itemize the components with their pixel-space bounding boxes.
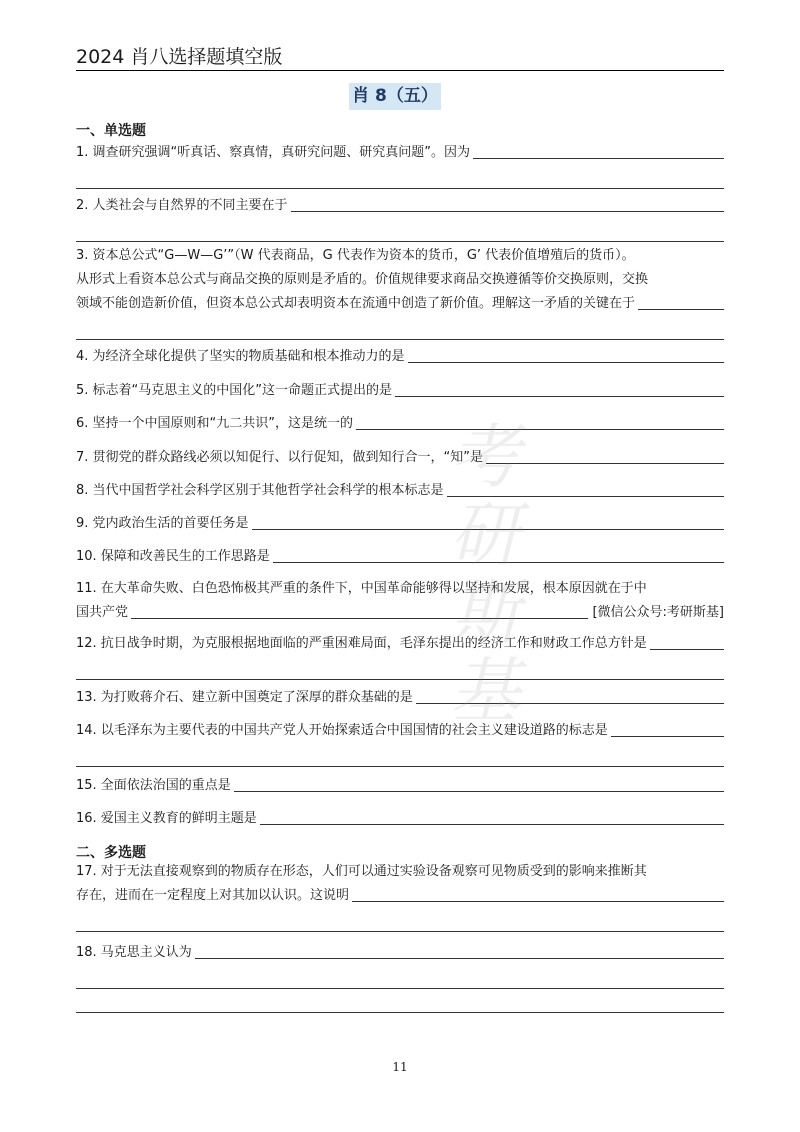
question-text: 7. 贯彻党的群众路线必须以知促行、以行促知，做到知行合一，“知”是 <box>76 450 484 465</box>
answer-line[interactable] <box>76 316 724 340</box>
answer-line[interactable] <box>76 965 724 989</box>
question-2 <box>76 194 724 242</box>
question-text: 14. 以毛泽东为主要代表的中国共产党人开始探索适合中国国情的社会主义建设道路的标志是 <box>76 723 608 738</box>
question-11 <box>76 577 724 625</box>
question-text: 领域不能创造新价值，但资本总公式却表明资本在流通中创造了新价值。理解这一矛盾的关键在于 <box>76 296 636 311</box>
watermark-char: 研 <box>450 494 520 576</box>
section-badge: 肖 8（五） <box>349 83 441 110</box>
answer-blank[interactable] <box>473 158 724 159</box>
answer-blank[interactable] <box>291 211 724 212</box>
question-14 <box>76 719 724 767</box>
wechat-tag: [微信公众号:考研斯基] <box>592 605 724 620</box>
answer-blank[interactable] <box>356 429 724 430</box>
answer-line[interactable] <box>76 908 724 932</box>
answer-line[interactable] <box>76 218 724 242</box>
answer-line[interactable] <box>76 743 724 767</box>
answer-blank[interactable] <box>395 396 724 397</box>
question-5 <box>76 379 724 403</box>
answer-blank[interactable] <box>234 791 724 792</box>
answer-blank[interactable] <box>650 649 724 650</box>
question-text: 从形式上看资本总公式与商品交换的原则是矛盾的。价值规律要求商品交换遵循等价交换原则，交换 <box>76 272 649 287</box>
question-text: 6. 坚持一个中国原则和“九二共识”，这是统一的 <box>76 416 354 431</box>
question-13 <box>76 686 724 710</box>
question-text: 11. 在大革命失败、白色恐怖极其严重的条件下，中国革命能够得以坚持和发展，根本原因就在于中 <box>76 581 647 596</box>
answer-blank[interactable] <box>195 958 724 959</box>
page-number: 11 <box>392 1060 408 1074</box>
question-text: 17. 对于无法直接观察到的物质存在形态，人们可以通过实验设备观察可见物质受到的影响来推断其 <box>76 864 647 879</box>
question-18 <box>76 941 724 1013</box>
question-6 <box>76 412 724 436</box>
question-text: 存在，进而在一定程度上对其加以认识。这说明 <box>76 888 350 903</box>
section-single-choice: 一、单选题 <box>76 123 146 139</box>
question-text: 5. 标志着“马克思主义的中国化”这一命题正式提出的是 <box>76 383 393 398</box>
question-text: 2. 人类社会与自然界的不同主要在于 <box>76 198 288 213</box>
question-text: 9. 党内政治生活的首要任务是 <box>76 516 249 531</box>
question-4 <box>76 345 724 369</box>
answer-blank[interactable] <box>352 901 724 902</box>
answer-line[interactable] <box>76 656 724 680</box>
answer-blank[interactable] <box>611 736 724 737</box>
answer-blank[interactable] <box>486 463 724 464</box>
question-text: 4. 为经济全球化提供了坚实的物质基础和根本推动力的是 <box>76 349 405 364</box>
answer-blank[interactable] <box>447 496 724 497</box>
answer-blank[interactable] <box>416 703 724 704</box>
question-10 <box>76 545 724 569</box>
answer-line[interactable] <box>76 989 724 1013</box>
question-16 <box>76 807 724 831</box>
watermark-char: 考 <box>450 416 520 498</box>
header-title: 2024 肖八选择题填空版 <box>76 45 724 71</box>
question-text: 18. 马克思主义认为 <box>76 945 192 960</box>
question-text: 3. 资本总公式“G—W—G’”（W 代表商品，G 代表作为资本的货币，G’ 代表价值增殖后的货币）。 <box>76 248 635 263</box>
question-12 <box>76 632 724 680</box>
question-9 <box>76 512 724 536</box>
watermark-char: 斯 <box>450 572 520 654</box>
answer-blank[interactable] <box>408 362 724 363</box>
question-text: 10. 保障和改善民生的工作思路是 <box>76 549 270 564</box>
question-15 <box>76 774 724 798</box>
answer-blank[interactable] <box>638 309 724 310</box>
question-text: 国共产党 <box>76 605 129 620</box>
answer-blank[interactable] <box>252 529 724 530</box>
answer-blank[interactable] <box>273 562 724 563</box>
watermark-char: 基 <box>450 650 520 732</box>
answer-blank[interactable] <box>260 824 724 825</box>
question-text: 12. 抗日战争时期，为克服根据地面临的严重困难局面，毛泽东提出的经济工作和财政工作总方针是 <box>76 636 647 651</box>
question-17 <box>76 860 724 932</box>
question-text: 15. 全面依法治国的重点是 <box>76 778 231 793</box>
question-3 <box>76 244 724 340</box>
answer-line[interactable] <box>76 165 724 189</box>
answer-blank[interactable] <box>131 618 588 619</box>
question-7 <box>76 446 724 470</box>
question-text: 1. 调查研究强调“听真话、察真情，真研究问题、研究真问题”。因为 <box>76 145 471 160</box>
question-text: 16. 爱国主义教育的鲜明主题是 <box>76 811 257 826</box>
question-text: 8. 当代中国哲学社会科学区别于其他哲学社会科学的根本标志是 <box>76 483 444 498</box>
section-multiple-choice: 二、多选题 <box>76 845 146 861</box>
question-8 <box>76 479 724 503</box>
question-1 <box>76 141 724 189</box>
question-text: 13. 为打败蒋介石、建立新中国奠定了深厚的群众基础的是 <box>76 690 413 705</box>
